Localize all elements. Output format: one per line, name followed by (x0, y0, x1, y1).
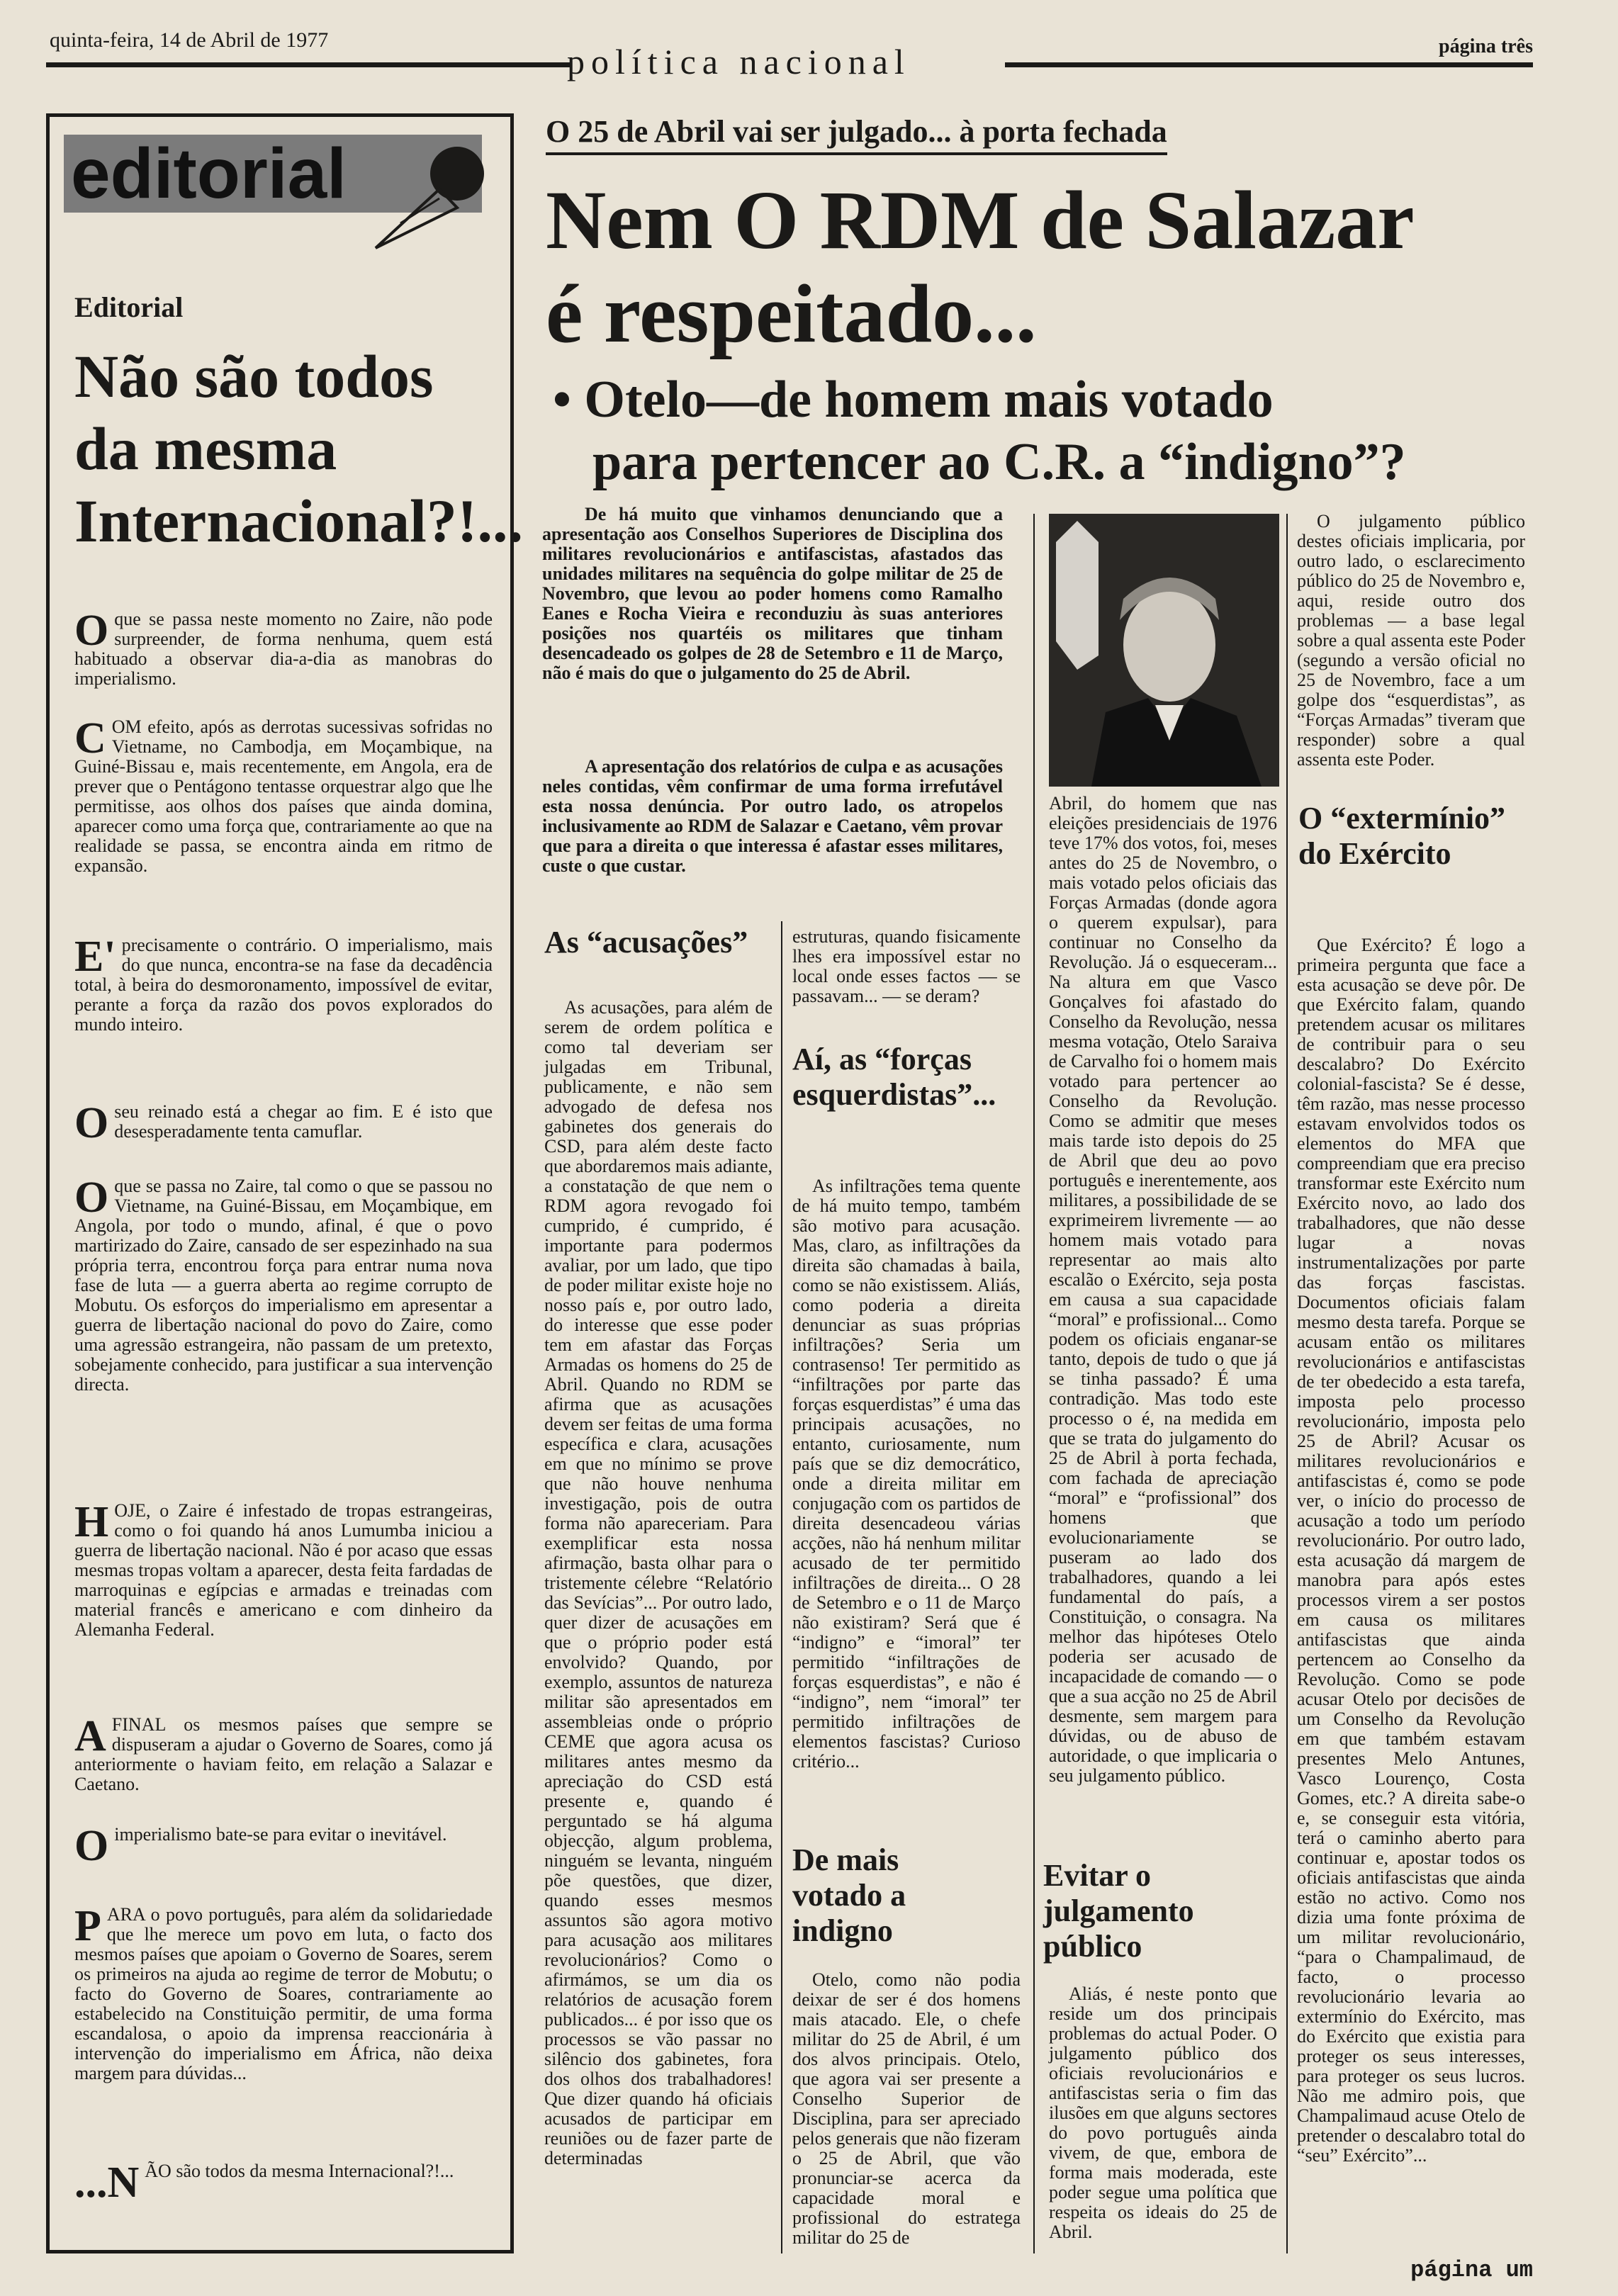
column-divider (1286, 514, 1288, 2253)
section-heading-evitar: Evitar o julgamento público (1043, 1858, 1194, 1964)
editorial-headline: Não são todos da mesma Internacional?!... (74, 342, 524, 555)
column-3-text-a: Abril, do homem que nas eleições presidenciais de 1976 teve 17% dos votos, foi, meses antes do 25 de Novembro, o mais votado pelos oficiais das Forças Armadas (donde agora o querem expulsar), para continuar no Conselho da Revolução. Já o esqueceram... Na altura em que Vasco Gonçalves foi afastado do Conselho da Revolução, nessa mesma votação, Otelo Saraiva de Carvalho foi o homem mais votado para pertencer ao Conselho da Revolução. Como se admitir que meses mais tarde isto depois do 25 de Abril que deu ao povo português e inerentemente, aos militares, a possibilidade de se exprimeirem livremente — ao homem mais votado para representar ao mais alto escalão o Exército, seja posta em causa a sua capacidade “moral” e profissional... Como podem os oficiais enganar-se tanto, depois de tudo o que já se tinha passado? É uma contradição. Mas todo este processo o é, na medida em que se trata do julgamento do 25 de Abril à porta fechada, com fachada de apreciação “moral” e “profissional” dos homens que evolucionariamente se puseram ao lado dos trabalhadores, quando a lei fundamental do país, a Constituição, o consagra. Na melhor das hipóteses Otelo poderia ser acusado de incapacidade de comando — o que a sua acção no 25 de Abril desmente, sem margem para dúvidas, ou de abuso de autoridade, o que implicaria o seu julgamento público. (1049, 793, 1277, 1786)
article-lead: De há muito que vinhamos denunciando que a apresentação aos Conselhos Superiores de Disciplina dos militares revolucionários e antifascistas, afastados das unidades militares na sequência do golpe militar de 25 de Novembro, que levou ao poder homens como Ramalho Eanes e Rocha Vieira e reconduziu às suas anteriores posições nos quartéis os militares que tinham desencadeado os golpes de 28 de Setembro e 11 de Março, não é mais do que o julgamento do 25 de Abril. (542, 504, 1003, 683)
column-3-text-b: Aliás, é neste ponto que reside um dos principais problemas do actual Poder. O julgamento público dos oficiais revolucionários e antifascistas seria o fim das ilusões em que alguns sectores do povo português ainda vivem, de que, embora de forma mais moderada, este poder segue uma política que respeita os ideais do 25 de Abril. (1049, 1983, 1277, 2242)
header-rule-right (1005, 62, 1533, 67)
pen-nib-icon (333, 131, 496, 252)
column-divider (1033, 514, 1035, 2253)
section-heading-acusacoes: As “acusações” (544, 925, 748, 960)
column-4-text-a: O julgamento público destes oficiais implicaria, por outro lado, o esclarecimento público do 25 de Novembro e, aqui, reside outro dos problemas — a base legal sobre a qual assenta este Poder (segundo a versão oficial no 25 de Novembro, face a um golpe dos “esquerdistas”, as “Forças Armadas” tiveram que responder) sobre a qual assenta este Poder. (1297, 511, 1525, 770)
section-title: política nacional (567, 42, 911, 81)
column-1-text: As acusações, para além de serem de ordem política e como tal deveriam ser julgadas em Tribunal, publicamente, e não sem advogado de defesa nos gabinetes dos generais do CSD, para além deste facto que abordaremos mais adiante, a constatação de que nem o RDM agora revogado foi cumprido, é cumprido, é importante para podermos avaliar, por um lado, que tipo de poder militar existe hoje no nosso país e, por outro lado, do interesse que esse poder tem em afastar das Forças Armadas os homens do 25 de Abril. Quando no RDM se afirma que as acusações devem ser feitas de uma forma específica e clara, acusações em que no mínimo se prove que não houve nenhuma investigação, pois de outra forma não apareceriam. Para exemplificar esta nossa afirmação, basta olhar para o tristemente célebre “Relatório das Sevícias”... Por outro lado, quer dizer de acusações em que o próprio poder está envolvido? Quando, por exemplo, assuntos de natureza militar são apresentados em assembleias onde o próprio CEME que agora acusa os militares antes mesmo da apreciação do CSD está presente e, quando é perguntado se há alguma objecção, algum problema, ninguém se levanta, ninguém põe questões, que dizer, quando esses mesmos assuntos são agora motivo para acusação aos militares revolucionários? Como o afirmámos, se um dia os relatórios de acusação forem publicados... é por isso que os processos se vão passar no silêncio dos gabinetes, fora dos olhos dos trabalhadores! Que dizer quando há oficiais acusados de participar em reuniões ou de fazer parte de determinadas (544, 997, 773, 2168)
column-2-text-a: estruturas, quando fisicamente lhes era impossível estar no local onde esses factos — se passavam... — se deram? (792, 926, 1021, 1006)
article-subheadline (553, 368, 1566, 493)
article-lead-2: A apresentação dos relatórios de culpa e as acusações neles contidas, vêm confirmar de uma forma irrefutável esta nossa denúncia. Por outro lado, os atropelos inclusivamente ao RDM de Salazar e Caetano, vêm provar que para a direita o que interessa é afastar esses militares, custe o que custar. (542, 756, 1003, 876)
editorial-logo: editorial (64, 135, 482, 213)
column-2-text-b: As infiltrações tema quente de há muito tempo, também são motivo para acusação. Mas, claro, as infiltrações da direita são chamadas à baila, como se não existissem. Aliás, como poderia a direita denunciar as suas próprias infiltrações? Seria um contrasenso! Ter permitido as “infiltrações por parte das forças esquerdistas” é uma das principais acusações, no entanto, curiosamente, num país que se diz democrático, onde a direita militar em conjugação com os partidos de direita desencadeou várias acções, não há nenhum militar acusado de ter permitido infiltrações de direita... O 28 de Setembro e o 11 de Março não existiram? Será que é “indigno” e “imoral” ter permitido “infiltrações de forças esquerdistas”, e não é “indigno”, nem “imoral” ter permitido infiltrações de elementos fascistas? Curioso critério... (792, 1176, 1021, 1772)
portrait-image (1049, 514, 1279, 787)
editorial-paragraph: Oque se passa no Zaire, tal como o que se passou no Vietname, na Guiné-Bissau, em Moçambique, em Angola, por todo o mundo, afinal, é que o povo martirizado do Zaire, cansado de ser espezinhado na sua própria terra, encontrou força para entrar numa nova fase de luta — a guerra aberta ao regime corrupto de Mobutu. Os esforços do imperialismo em apresentar a guerra de libertação nacional do povo do Zaire, como uma agressão estrangeira, não passam de um pretexto, sobejamente conhecido, para justificar a sua intervenção directa. (74, 1174, 493, 1395)
editorial-paragraph: E' precisamente o contrário. O imperialismo, mais do que nunca, encontra-se na fase da decadência total, à beira do desmoronamento, impossível de evitar, perante a força da razão dos povos explorados do mundo inteiro. (74, 933, 493, 1035)
editorial-paragraph: AFINAL os mesmos países que sempre se dispuseram a ajudar o Governo de Soares, como já anteriormente o haviam feito, em relação a Salazar e Caetano. (74, 1712, 493, 1794)
editorial-paragraph: Oque se passa neste momento no Zaire, não pode surpreender, de forma nenhuma, quem está habituado a observar dia-a-dia as manobras do imperialismo. (74, 607, 493, 689)
column-2-text-c: Otelo, como não podia deixar de ser é dos homens mais atacado. Ele, o chefe militar do 25 de Abril, é um dos alvos principais. Otelo, que agora vai ser presente a Conselho Superior de Disciplina, para ser apreciado pelos generais que não fizeram o 25 de Abril, que vão pronunciar-se acerca da capacidade moral e profissional do estratega militar do 25 de (792, 1969, 1021, 2248)
article-headline (546, 174, 1588, 361)
editorial-paragraph: Oimperialismo bate-se para evitar o inevitável. (74, 1822, 447, 1870)
column-divider (781, 921, 782, 2253)
article-kicker: O 25 de Abril vai ser julgado... à porta fechada (546, 113, 1167, 155)
page-number: página três (1439, 35, 1533, 57)
issue-date: quinta-feira, 14 de Abril de 1977 (50, 28, 329, 52)
headline-line-1: Nem O RDM de Salazar (546, 174, 1415, 266)
column-4-text-b: Que Exército? É logo a primeira pergunta que face a esta acusação se deve pôr. De que Exército falam, quando pretendem acusar os militares de contribuir para o seu descalabro? Do Exército colonial-fascista? Se é desse, têm razão, mas nesse processo estavam envolvidos todos os elementos do MFA que compreendiam que era preciso transformar este Exército num Exército novo, ao lado dos trabalhadores, que não desse lugar a novas instrumentalizações por parte das forças fascistas. Documentos oficiais falam mesmo desta tarefa. Porque se acusam então os militares revolucionários e antifascistas de ter obedecido a esta tarefa, imposta pelo processo revolucionário, imposta pelo 25 de Abril? Acusar os militares revolucionários e antifascistas é, como se pode ver, o início do processo de acusação a todo um período revolucionário. Por outro lado, esta acusação dá margem de manobra para após estes processos virem a ser postos em causa os militares antifascistas que ainda pertencem ao Conselho da Revolução. Como se pode acusar Otelo por decisões de um Conselho da Revolução em que também estavam presentes Melo Antunes, Vasco Lourenço, Costa Gomes, etc.? A direita sabe-o e, se conseguir esta vitória, terá o caminho aberto para continuar e, apostar todos os oficiais antifascistas que ainda estão no activo. Como nos dizia uma fonte próxima de um militar revolucionário, “para o Champalimaud, de facto, o processo revolucionário levaria ao extermínio do Exército, mas do Exército que existia para proteger os seus interesses, para proteger os seus lucros. Não me admiro pois, que Champalimaud acuse Otelo de pretender o descalabro total do “seu” Exército”... (1297, 935, 1525, 2166)
section-heading-forcas: Aí, as “forças esquerdistas”... (792, 1042, 996, 1112)
section-heading-exterminio: O “extermínio” do Exército (1298, 801, 1506, 871)
continued-on-page: página um (1410, 2257, 1533, 2283)
editorial-paragraph: HOJE, o Zaire é infestado de tropas estrangeiras, como o foi quando há anos Lumumba iniciou a guerra de libertação nacional. Não é por acaso que essas mesmas tropas voltam a aparecer, desta feita fardadas de marroquinas e egípcias e armadas e treinadas com material francês e americano e com dinheiro da Alemanha Federal. (74, 1498, 493, 1640)
editorial-paragraph: ...N ÃO são todos da mesma Internacional?!... (74, 2159, 454, 2207)
editorial-paragraph: COM efeito, após as derrotas sucessivas sofridas no Vietname, no Cambodja, em Moçambique, na Guiné-Bissau e, mais recentemente, em Angola, era de prever que o Pentágono tentasse orquestrar algo que lhe permitisse, aos olhos dos países que ainda domina, aparecer como uma força que, contrariamente ao que na realidade se passa, se encontra ainda em ritmo de expansão. (74, 714, 493, 876)
otelo-photo (1049, 514, 1279, 787)
subhead-line-1: • Otelo—de homem mais votado (553, 371, 1274, 429)
editorial-paragraph: Oseu reinado está a chegar ao fim. E é isto que desesperadamente tenta camuflar. (74, 1099, 493, 1147)
section-heading-demais: De mais votado a indigno (792, 1842, 906, 1948)
header-rule-left (46, 62, 571, 67)
editorial-paragraph: PARA o povo português, para além da solidariedade que lhe merece um povo em luta, o facto dos mesmos países que apoiam o Governo de Soares, serem os primeiros na ajuda ao regime de terror de Mobutu; o facto do Governo de Soares, contrariamente ao estabelecido na Constituição permitir, de uma forma escandalosa, o apoio da imprensa reaccionária à intervenção do imperialismo em África, não deixa margem para dúvidas... (74, 1902, 493, 2083)
subhead-line-2: para pertencer ao C.R. a “indigno”? (592, 433, 1406, 491)
editorial-label: Editorial (74, 291, 184, 323)
headline-line-2: é respeitado... (546, 267, 1037, 360)
